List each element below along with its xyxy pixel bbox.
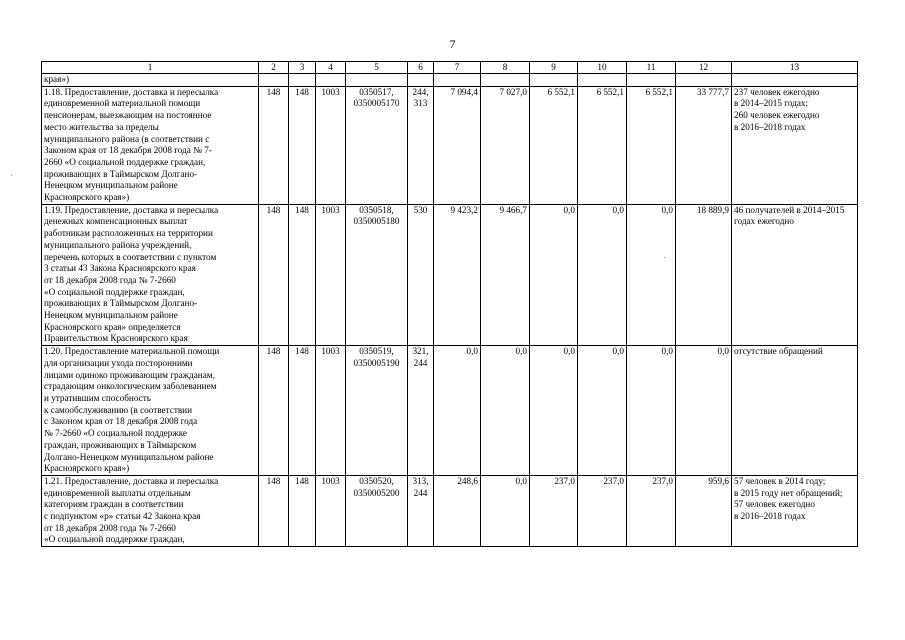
header-cell: 4 (316, 62, 346, 74)
section-code: 1003 (316, 204, 346, 345)
budget-table (41, 61, 858, 547)
gr-code: 148 (259, 204, 289, 345)
table-row (42, 346, 858, 476)
measure-description: 1.21. Предоставление, доставка и пересылка единовременной выплаты отдельным категориям граждан в соответствии с подпунктом «р» статьи 42 Закона края от 18 декабря 2008 года № 7-2660 «О социальной поддержке граждан, (42, 475, 259, 546)
total-cell: 33 777,7 (676, 86, 732, 204)
measure-description: 1.20. Предоставление материальной помощи для организации ухода посторонними лицами одиноко проживающим гражданам, страдающим онкологическим заболеванием и утратившим способность к самообслуживанию (в соответствии с Законом края от 18 декабря 2008 года № 7-2660 «О социальной поддержке граждан, проживающих в Таймырском Долгано-Ненецком муниципальном районе Красноярского края») (42, 346, 259, 476)
table-row (42, 204, 858, 345)
section-code: 1003 (316, 346, 346, 476)
amount-cell: 0,0 (530, 204, 578, 345)
header-cell: 13 (732, 62, 858, 74)
amount-cell: 7 094,4 (434, 86, 481, 204)
amount-cell: 0,0 (481, 346, 530, 476)
grbs-code: 148 (289, 475, 316, 546)
amount-cell: 9 466,7 (481, 204, 530, 345)
amount-cell: 0,0 (434, 346, 481, 476)
amount-cell: 0,0 (530, 346, 578, 476)
header-cell: 11 (627, 62, 676, 74)
continuation-row (42, 74, 858, 87)
section-code: 1003 (316, 475, 346, 546)
header-row (42, 62, 858, 74)
scan-speck (11, 175, 12, 176)
amount-cell: 0,0 (578, 204, 627, 345)
expected-result: 237 человек ежегодно в 2014–2015 годах; 260 человек ежегодно в 2016–2018 годах (732, 86, 858, 204)
section-code: 1003 (316, 86, 346, 204)
expense-type: 313, 244 (408, 475, 434, 546)
expense-type: 321, 244 (408, 346, 434, 476)
amount-cell: 0,0 (627, 346, 676, 476)
target-code: 0350520, 0350005200 (346, 475, 408, 546)
amount-cell: 248,6 (434, 475, 481, 546)
table-row (42, 475, 858, 546)
page-number: 7 (449, 37, 456, 51)
total-cell: 0,0 (676, 346, 732, 476)
header-cell: 10 (578, 62, 627, 74)
table-row (42, 86, 858, 204)
target-code: 0350519, 0350005190 (346, 346, 408, 476)
amount-cell: 0,0 (481, 475, 530, 546)
amount-cell: 0,0 (578, 346, 627, 476)
target-code: 0350518, 0350005180 (346, 204, 408, 345)
total-cell: 959,6 (676, 475, 732, 546)
header-cell: 7 (434, 62, 481, 74)
measure-description: 1.18. Предоставление, доставка и пересылка единовременной материальной помощи пенсионерам, выезжающим на постоянное место жительства за пределы муниципального района (в соответствии с Законом края от 18 декабря 2008 года № 7- 2660 «О социальной поддержке граждан, проживающих в Таймырском Долгано- Ненецком муниципальном районе Красноярского края») (42, 86, 259, 204)
grbs-code: 148 (289, 346, 316, 476)
grbs-code: 148 (289, 204, 316, 345)
header-cell: 5 (346, 62, 408, 74)
grbs-code: 148 (289, 86, 316, 204)
measure-description: 1.19. Предоставление, доставка и пересылка денежных компенсационных выплат работникам расположенных на территории муниципального района учреждений, перечень которых в соответствии с пунктом 3 статьи 43 Закона Красноярского края от 18 декабря 2008 года № 7-2660 «О социальной поддержке граждан, проживающих в Таймырском Долгано- Ненецком муниципальном районе Красноярского края» определяется Правительством Красноярского края (42, 204, 259, 345)
amount-cell: 237,0 (530, 475, 578, 546)
header-cell: 12 (676, 62, 732, 74)
expense-type: 530 (408, 204, 434, 345)
amount-cell: 237,0 (578, 475, 627, 546)
amount-cell: 6 552,1 (578, 86, 627, 204)
header-cell: 8 (481, 62, 530, 74)
expected-result: отсутствие обращений (732, 346, 858, 476)
amount-cell: 237,0 (627, 475, 676, 546)
header-cell: 3 (289, 62, 316, 74)
scan-speck (664, 257, 665, 258)
expected-result: 57 человек в 2014 году; в 2015 году нет обращений; 57 человек ежегодно в 2016–2018 годах (732, 475, 858, 546)
amount-cell: 7 027,0 (481, 86, 530, 204)
gr-code: 148 (259, 86, 289, 204)
continuation-text: края») (42, 74, 259, 87)
amount-cell: 6 552,1 (627, 86, 676, 204)
expense-type: 244, 313 (408, 86, 434, 204)
gr-code: 148 (259, 346, 289, 476)
expected-result: 46 получателей в 2014–2015 годах ежегодно (732, 204, 858, 345)
total-cell: 18 889,9 (676, 204, 732, 345)
header-cell: 1 (42, 62, 259, 74)
header-cell: 6 (408, 62, 434, 74)
target-code: 0350517, 0350005170 (346, 86, 408, 204)
amount-cell: 9 423,2 (434, 204, 481, 345)
amount-cell: 0,0 (627, 204, 676, 345)
gr-code: 148 (259, 475, 289, 546)
header-cell: 9 (530, 62, 578, 74)
amount-cell: 6 552,1 (530, 86, 578, 204)
header-cell: 2 (259, 62, 289, 74)
